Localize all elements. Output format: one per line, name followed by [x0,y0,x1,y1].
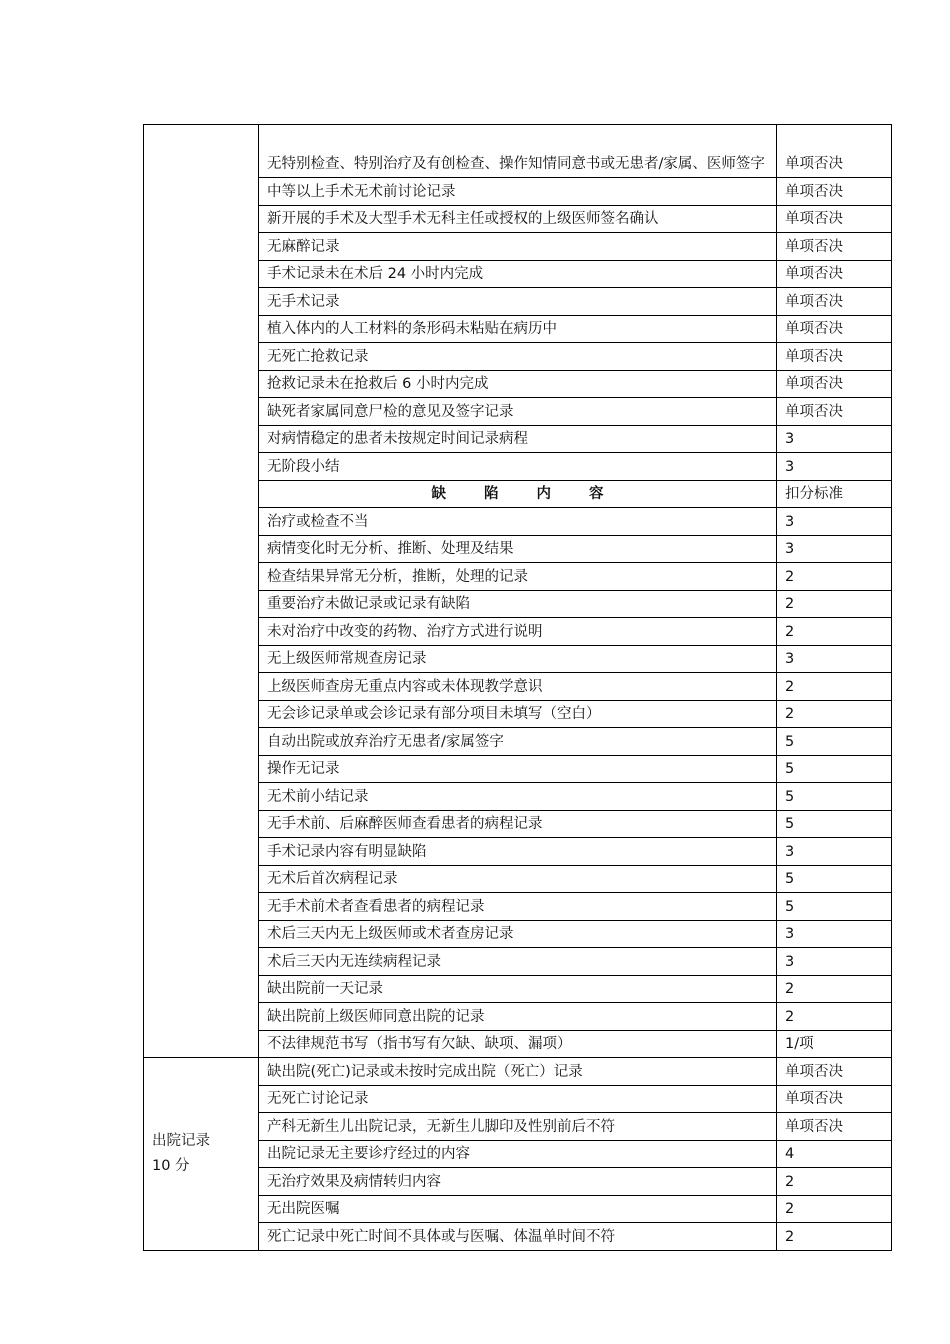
table-row [144,125,892,178]
deduction-score: 5 [777,728,892,756]
category-label: 10 分 [152,1157,190,1174]
defect-item: 缺死者家属同意尸检的意见及签字记录 [259,398,777,426]
deduction-score: 2 [777,1223,892,1251]
deduction-score: 3 [777,920,892,948]
deduction-score: 2 [777,700,892,728]
defect-item: 无治疗效果及病情转归内容 [259,1168,777,1196]
deduction-score: 2 [777,1168,892,1196]
category-label: 出院记录 [152,1132,210,1149]
deduction-score: 2 [777,590,892,618]
defect-item: 无死亡讨论记录 [259,1085,777,1113]
defect-item: 自动出院或放弃治疗无患者/家属签字 [259,728,777,756]
defect-item: 无麻醉记录 [259,233,777,261]
defect-item: 无手术前、后麻醉医师查看患者的病程记录 [259,810,777,838]
deduction-score: 3 [777,425,892,453]
deduction-score: 5 [777,755,892,783]
defect-item: 术后三天内无连续病程记录 [259,948,777,976]
deduction-score: 2 [777,563,892,591]
defect-item: 未对治疗中改变的药物、治疗方式进行说明 [259,618,777,646]
deduction-score: 2 [777,618,892,646]
defect-item: 缺出院(死亡)记录或未按时完成出院（死亡）记录 [259,1058,777,1086]
deduction-score: 单项否决 [777,343,892,371]
defect-item: 中等以上手术无术前讨论记录 [259,178,777,206]
deduction-score: 单项否决 [777,288,892,316]
defect-item: 术后三天内无上级医师或术者查房记录 [259,920,777,948]
deduction-score: 2 [777,1195,892,1223]
deduction-score: 4 [777,1140,892,1168]
deduction-standard-header: 扣分标准 [777,480,892,508]
deduction-score: 单项否决 [777,1058,892,1086]
deduction-score: 单项否决 [777,260,892,288]
deduction-score: 5 [777,810,892,838]
defect-item: 检查结果异常无分析，推断，处理的记录 [259,563,777,591]
defect-item: 无会诊记录单或会诊记录有部分项目未填写（空白） [259,700,777,728]
deduction-score: 单项否决 [777,233,892,261]
deduction-score: 单项否决 [777,1113,892,1141]
table-row [144,1058,892,1086]
defect-item: 出院记录无主要诊疗经过的内容 [259,1140,777,1168]
deduction-score: 单项否决 [777,125,892,178]
deduction-score: 3 [777,645,892,673]
defect-item: 无手术记录 [259,288,777,316]
defect-item: 手术记录内容有明显缺陷 [259,838,777,866]
scoring-table [143,124,892,1251]
defect-item: 缺出院前一天记录 [259,975,777,1003]
defect-item: 治疗或检查不当 [259,508,777,536]
defect-item: 新开展的手术及大型手术无科主任或授权的上级医师签名确认 [259,205,777,233]
defect-item: 手术记录未在术后 24 小时内完成 [259,260,777,288]
defect-item: 无手术前术者查看患者的病程记录 [259,893,777,921]
defect-item: 产科无新生儿出院记录，无新生儿脚印及性别前后不符 [259,1113,777,1141]
deduction-score: 单项否决 [777,315,892,343]
deduction-score: 3 [777,948,892,976]
deduction-score: 单项否决 [777,205,892,233]
defect-item: 对病情稳定的患者未按规定时间记录病程 [259,425,777,453]
deduction-score: 3 [777,508,892,536]
defect-item: 缺出院前上级医师同意出院的记录 [259,1003,777,1031]
deduction-score: 2 [777,975,892,1003]
defect-item: 无阶段小结 [259,453,777,481]
defect-item: 病情变化时无分析、推断、处理及结果 [259,535,777,563]
deduction-score: 3 [777,453,892,481]
defect-item: 死亡记录中死亡时间不具体或与医嘱、体温单时间不符 [259,1223,777,1251]
scoring-table-body [144,125,892,1251]
deduction-score: 2 [777,1003,892,1031]
deduction-score: 3 [777,838,892,866]
deduction-score: 单项否决 [777,398,892,426]
deduction-score: 单项否决 [777,370,892,398]
defect-item: 重要治疗未做记录或记录有缺陷 [259,590,777,618]
deduction-score: 1/项 [777,1030,892,1058]
defect-content-header: 缺陷内容 [259,480,777,508]
deduction-score: 5 [777,893,892,921]
defect-item: 无上级医师常规查房记录 [259,645,777,673]
defect-item: 植入体内的人工材料的条形码未粘贴在病历中 [259,315,777,343]
defect-item: 无特别检查、特别治疗及有创检查、操作知情同意书或无患者/家属、医师签字 [259,125,777,178]
deduction-score: 3 [777,535,892,563]
defect-item: 无术前小结记录 [259,783,777,811]
deduction-score: 2 [777,673,892,701]
deduction-score: 5 [777,865,892,893]
category-cell [144,125,259,1058]
deduction-score: 单项否决 [777,1085,892,1113]
defect-item: 上级医师查房无重点内容或未体现教学意识 [259,673,777,701]
deduction-score: 5 [777,783,892,811]
defect-item: 无出院医嘱 [259,1195,777,1223]
defect-item: 不法律规范书写（指书写有欠缺、缺项、漏项） [259,1030,777,1058]
category-cell [144,1058,259,1251]
deduction-score: 单项否决 [777,178,892,206]
defect-item: 无死亡抢救记录 [259,343,777,371]
defect-item: 抢救记录未在抢救后 6 小时内完成 [259,370,777,398]
defect-item: 操作无记录 [259,755,777,783]
defect-item: 无术后首次病程记录 [259,865,777,893]
